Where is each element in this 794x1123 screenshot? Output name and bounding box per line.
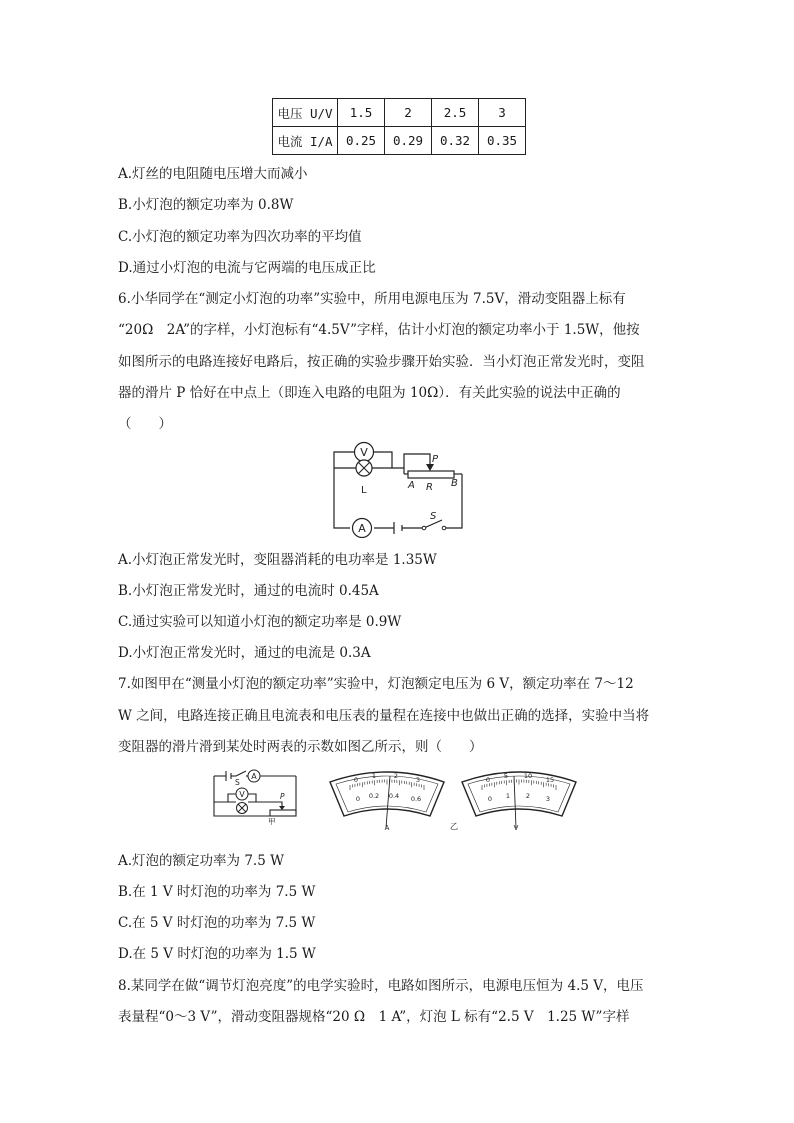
q6-text-line-1: 6.小华同学在“测定小灯泡的功率”实验中，所用电源电压为 7.5V，滑动变阻器上标有 [118,291,626,307]
q8-text-line-1: 8.某同学在做“调节灯泡亮度”的电学实验时，电路如图所示，电源电压恒为 4.5 V，电压 [118,978,644,994]
voltmeter-bottom-tick: 2 [525,792,531,800]
table-cell: 2 [385,99,432,127]
table-row [273,127,526,155]
q8-text-line-2: 表量程“0～3 V”，滑动变阻器规格“20 Ω 1 A”，灯泡 L 标有“2.5 V 1.25 W”字样 [118,1009,630,1025]
q7-option-d: D.在 5 V 时灯泡的功率为 1.5 W [118,946,316,962]
table-cell: 3 [479,99,526,127]
q6-answer-bracket: （ ） [118,416,172,432]
voltmeter-top-tick: 0 [485,776,491,784]
voltmeter-bottom-tick: 3 [545,795,551,803]
ammeter-top-tick: 3 [415,776,421,784]
svg-text:A: A [358,522,366,535]
q7-text-line-2: W 之间，电路连接正确且电流表和电压表的量程在连接中也做出正确的选择，实验中当将 [118,708,650,724]
q6-option-b: B.小灯泡正常发光时，通过的电流时 0.45A [118,583,379,599]
ammeter-top-tick: 1 [371,772,377,780]
label-s: S [235,778,240,787]
voltmeter-top-tick: 5 [503,772,509,780]
label-s: S [430,511,437,522]
q6-option-d: D.小灯泡正常发光时，通过的电流是 0.3A [118,645,371,661]
lamp-icon [356,460,372,476]
label-jia: 甲 [268,817,276,826]
label-r: R [426,482,433,493]
voltmeter-bottom-tick: 1 [505,792,511,800]
q7-option-c: C.在 5 V 时灯泡的功率为 7.5 W [118,915,316,931]
ammeter-bottom-tick: 0.4 [388,792,400,800]
ammeter-top-tick: 2 [393,772,399,780]
voltmeter-bottom-tick: 0 [487,795,493,803]
ammeter-bottom-tick: 0.2 [368,792,380,800]
voltmeter-label: V [513,824,519,832]
ammeter-icon [248,770,260,782]
ammeter-icon [353,519,372,538]
voltage-current-table [272,98,526,155]
label-yi: 乙 [450,822,458,831]
q6-option-a: A.小灯泡正常发光时，变阻器消耗的电功率是 1.35W [118,552,437,568]
q5-option-b: B.小灯泡的额定功率为 0.8W [118,197,294,213]
q6-option-c: C.通过实验可以知道小灯泡的额定功率是 0.9W [118,614,402,630]
q7-text-line-3: 变阻器的滑片滑到某处时两表的示数如图乙所示，则（ ） [118,739,483,755]
table-cell: 0.25 [338,127,385,155]
voltmeter-icon [355,443,374,462]
ammeter-bottom-tick: 0 [355,795,361,803]
lamp-icon [237,803,248,814]
table-header-voltage: 电压 U/V [273,99,338,127]
slider-arrow-icon [426,464,434,471]
svg-text:V: V [360,446,368,459]
voltmeter-icon [236,788,248,800]
table-cell: 0.35 [479,127,526,155]
q7-text-line-1: 7.如图甲在“测量小灯泡的额定功率”实验中，灯泡额定电压为 6 V，额定功率在 7～12 [118,676,634,692]
q6-text-line-2: “20Ω 2A”的字样，小灯泡标有“4.5V”字样，估计小灯泡的额定功率小于 1.5W，他按 [118,322,640,338]
label-b: B [451,478,458,489]
slider-arrow-icon [279,806,285,810]
q6-text-line-3: 如图所示的电路连接好电路后，按正确的实验步骤开始实验．当小灯泡正常发光时，变阻 [118,354,645,370]
ammeter-bottom-tick: 0.6 [410,795,422,803]
q6-text-line-4: 器的滑片 P 恰好在中点上（即连入电路的电阻为 10Ω）．有关此实验的说法中正确的 [118,385,621,401]
svg-text:A: A [251,772,257,781]
label-a: A [408,480,415,491]
table-cell: 1.5 [338,99,385,127]
label-p: P [280,792,285,801]
ammeter-top-tick: 0 [353,776,359,784]
table-cell: 0.32 [432,127,479,155]
table-cell: 2.5 [432,99,479,127]
q7-option-a: A.灯泡的额定功率为 7.5 W [118,853,284,869]
voltmeter-top-tick: 10 [523,772,533,780]
svg-text:V: V [239,790,245,799]
voltmeter-top-tick: 15 [545,776,555,784]
label-p: P [432,454,439,465]
label-l: L [361,485,367,496]
q7-voltmeter-dial [458,768,580,832]
table-cell: 0.29 [385,127,432,155]
q6-circuit-diagram [328,440,468,538]
q5-option-c: C.小灯泡的额定功率为四次功率的平均值 [118,229,362,245]
table-header-current: 电流 I/A [273,127,338,155]
q5-option-d: D.通过小灯泡的电流与它两端的电压成正比 [118,260,376,276]
q7-ammeter-dial [326,768,448,832]
q5-option-a: A.灯丝的电阻随电压增大而减小 [118,166,308,182]
q7-circuit-diagram-jia [210,768,310,826]
q7-option-b: B.在 1 V 时灯泡的功率为 7.5 W [118,884,316,900]
table-row [273,99,526,127]
ammeter-label: A [384,824,390,832]
